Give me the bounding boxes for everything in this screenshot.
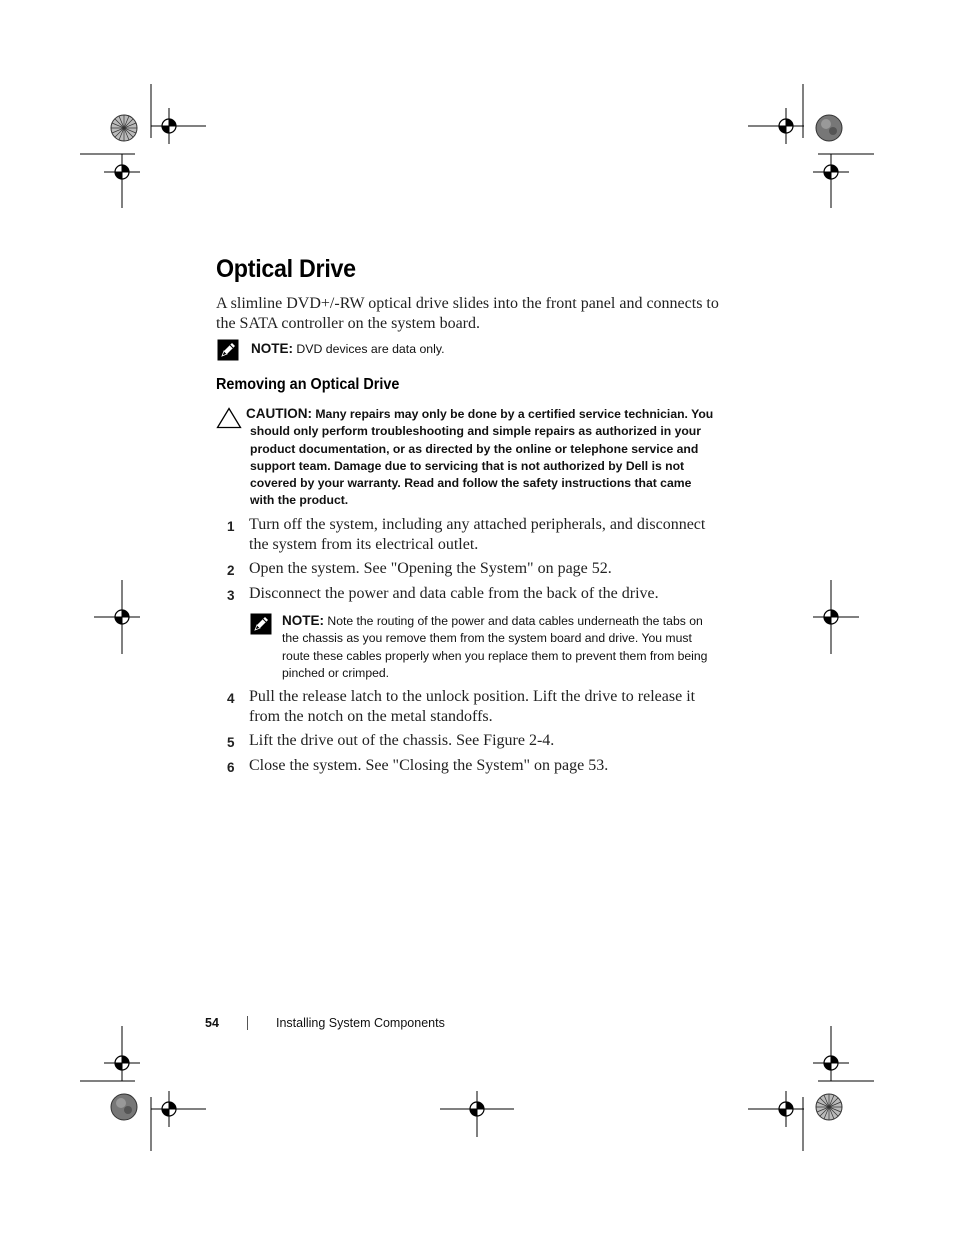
step-text: Lift the drive out of the chassis. See Figure 2-4. [249,732,555,749]
step-text: Turn off the system, including any attached peripherals, and disconnect the system from its electrical outlet. [249,516,706,553]
step-number: 6 [227,760,235,775]
list-item [216,559,721,581]
footer-divider [247,1016,248,1030]
caution-text: Many repairs may only be done by a certified service technician. You should only perform troubleshooting and simple repairs as authorized in your product documentation, or as directed by the online or telephone service and support team. Damage due to servicing that is not authorized by Dell is not covered by your warranty. Read and follow the safety instructions that came with the product. [250,407,714,508]
step-number: 5 [227,735,235,750]
list-item [216,515,721,554]
caution-block [216,405,716,510]
page-number: 54 [205,1016,219,1030]
section-heading: Removing an Optical Drive [216,376,400,393]
list-item [216,584,721,606]
note-pencil-icon [250,613,272,635]
note-dvd [217,339,445,361]
caution-triangle-icon [216,407,242,434]
list-item [216,756,721,778]
step-text: Close the system. See "Closing the System" on page 53. [249,757,609,774]
step-text: Pull the release latch to the unlock position. Lift the drive to release it from the notch on the metal standoffs. [249,688,696,725]
step-number: 2 [227,563,235,578]
list-item [216,687,721,726]
intro-paragraph: A slimline DVD+/-RW optical drive slides into the front panel and connects to the SATA controller on the system board. [216,295,719,332]
footer-section-title: Installing System Components [276,1016,445,1030]
note-cable-routing [250,612,720,682]
step-text: Open the system. See "Opening the System" on page 52. [249,560,612,577]
note-text: Note the routing of the power and data cables underneath the tabs on the chassis as you remove them from the system board and drive. You must route these cables properly when you replace them to prevent them from being pinched or crimped. [282,614,708,680]
caution-label: CAUTION: [246,406,312,421]
step-number: 4 [227,691,235,706]
page-title: Optical Drive [216,255,356,283]
page-footer [205,1016,445,1030]
step-number: 3 [227,588,235,603]
note-text: DVD devices are data only. [293,342,445,356]
list-item [216,731,721,753]
note-pencil-icon [217,339,239,361]
note-label: NOTE: [251,341,293,356]
note-label: NOTE: [282,613,324,628]
step-text: Disconnect the power and data cable from the back of the drive. [249,585,659,602]
step-number: 1 [227,519,235,534]
